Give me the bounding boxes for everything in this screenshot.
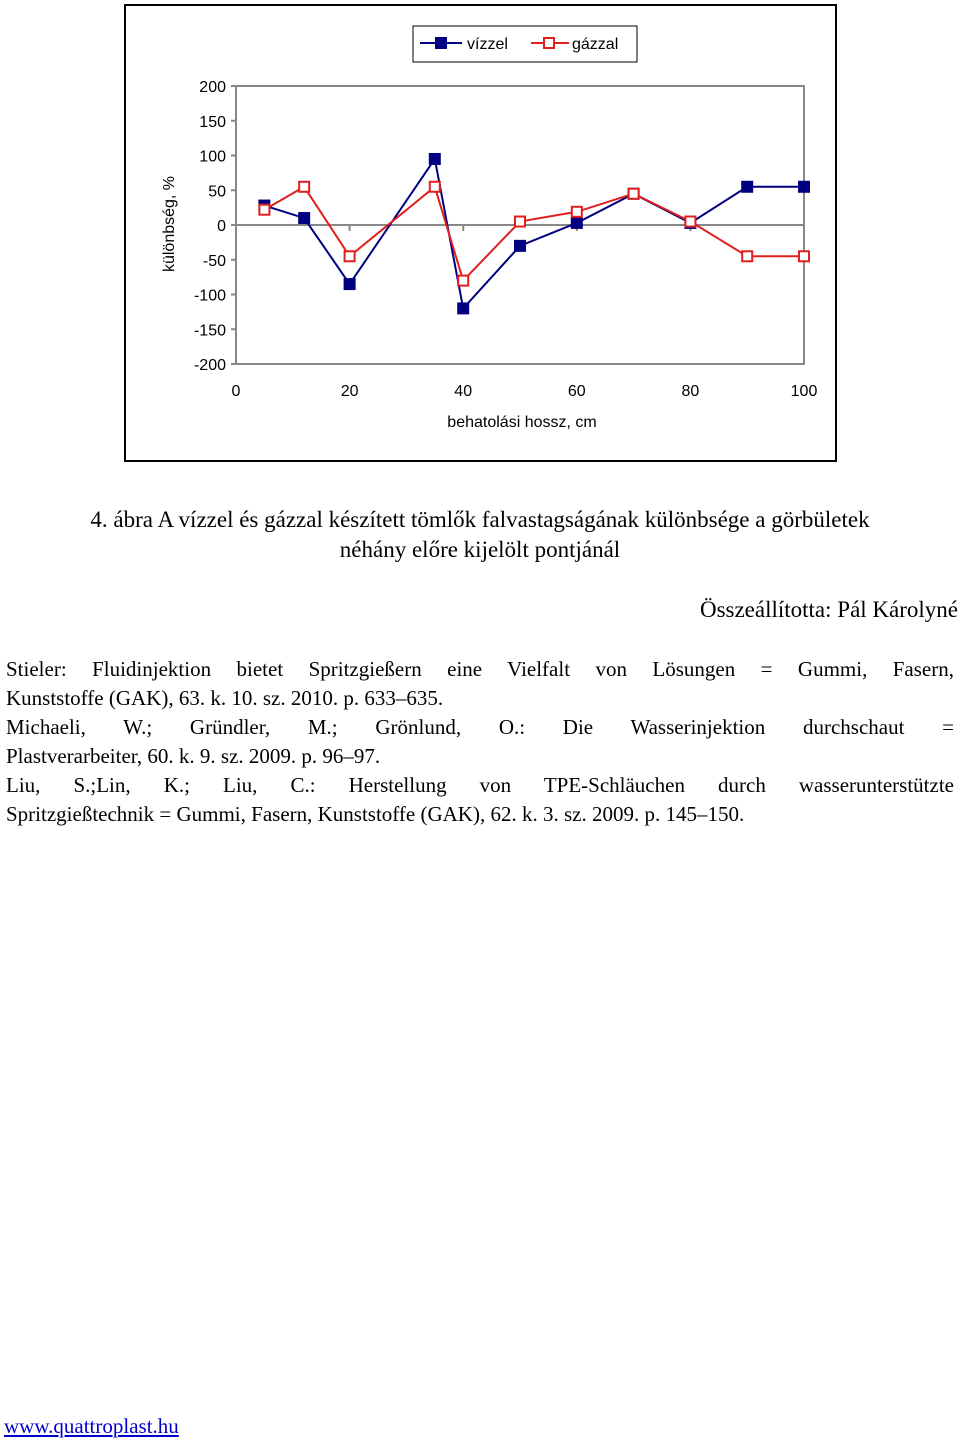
data-point-gazzal [572, 207, 582, 217]
data-point-gazzal [345, 251, 355, 261]
y-tick-label: 50 [208, 183, 226, 201]
y-tick-label: 150 [199, 113, 226, 131]
y-tick-label: 0 [217, 218, 226, 235]
data-point-gazzal [629, 189, 639, 199]
figure-caption-line-1: 4. ábra A vízzel és gázzal készített tömlők falvastagságának különbsége a görbületek [90, 507, 870, 532]
data-point-vizzel [798, 181, 810, 193]
y-tick-labels [194, 79, 226, 374]
x-tick-label: 80 [681, 383, 700, 400]
reference-1-line-2: Kunststoffe (GAK), 63. k. 10. sz. 2010. p. 633–635. [6, 686, 444, 710]
y-tick-label: -100 [193, 287, 226, 305]
reference-3-line-1: Liu, S.;Lin, K.; Liu, C.: Herstellung von TPE-Schläuchen durch wasserunterstützte [6, 773, 954, 797]
data-point-gazzal [685, 217, 695, 227]
data-point-vizzel [429, 153, 441, 165]
footer-website-link[interactable]: www.quattroplast.hu [4, 1414, 179, 1438]
data-point-vizzel [298, 212, 310, 224]
y-tick-label: -150 [193, 322, 226, 340]
y-tick-label: -200 [193, 357, 226, 374]
reference-3-line-2: Spritzgießtechnik = Gummi, Fasern, Kunststoffe (GAK), 62. k. 3. sz. 2009. p. 145–150. [6, 802, 745, 826]
data-point-vizzel [457, 302, 469, 314]
x-tick-labels [232, 383, 818, 400]
reference-2-line-1: Michaeli, W.; Gründler, M.; Grönlund, O.: Die Wasserinjektion durchschaut = [6, 715, 954, 739]
x-axis-label: behatolási hossz, cm [447, 414, 597, 431]
x-tick-label: 0 [231, 383, 241, 400]
reference-2-line-2: Plastverarbeiter, 60. k. 9. sz. 2009. p. 96–97. [6, 744, 381, 768]
data-point-gazzal [458, 276, 468, 286]
author-credit: Összeállította: Pál Károlyné [699, 597, 958, 622]
series-layer [258, 153, 810, 314]
legend [413, 26, 637, 62]
reference-1-line-1: Stieler: Fluidinjektion bietet Spritzgießern eine Vielfalt von Lösungen = Gummi, Fasern, [6, 657, 954, 681]
data-point-gazzal [259, 205, 269, 215]
x-tick-label: 100 [790, 383, 818, 400]
legend-label-gazzal: gázzal [572, 36, 619, 53]
y-tick-label: -50 [202, 252, 226, 270]
series-line-1 [264, 187, 804, 281]
data-point-vizzel [344, 278, 356, 290]
data-point-gazzal [430, 182, 440, 192]
figure-caption-line-2: néhány előre kijelölt pontjánál [339, 537, 621, 562]
y-tick-label: 200 [199, 79, 226, 96]
legend-label-vizzel: vízzel [467, 36, 508, 53]
y-tick-label: 100 [199, 148, 226, 166]
y-axis-label: különbség, % [161, 175, 178, 273]
data-point-gazzal [515, 217, 525, 227]
data-point-vizzel [571, 217, 583, 229]
data-point-vizzel [514, 240, 526, 252]
legend-marker-gazzal [544, 38, 554, 48]
x-tick-label: 20 [340, 383, 359, 400]
line-chart [126, 6, 835, 460]
data-point-vizzel [741, 181, 753, 193]
legend-marker-vizzel [435, 37, 447, 49]
chart-frame [124, 4, 837, 462]
data-point-gazzal [799, 251, 809, 261]
x-tick-label: 40 [454, 383, 473, 400]
x-tick-label: 60 [567, 383, 586, 400]
data-point-gazzal [299, 182, 309, 192]
data-point-gazzal [742, 251, 752, 261]
